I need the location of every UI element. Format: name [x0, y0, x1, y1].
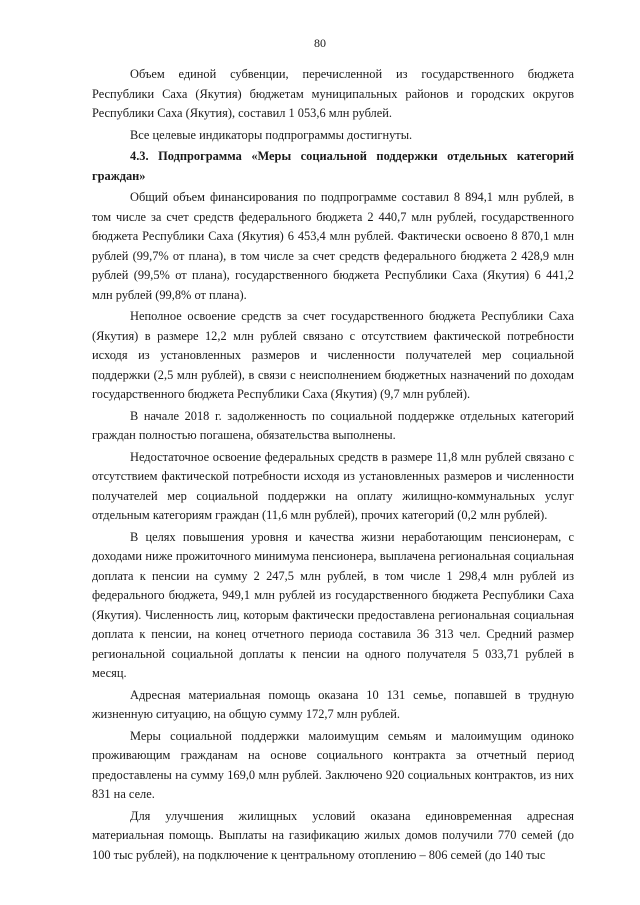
- paragraph-social-contract: Меры социальной поддержки малоимущим семьям и малоимущим одиноко проживающим гражданам на основе социального контракта за отчетный период предоставлены на сумму 169,0 млн рублей. Заключено 920 социальных контрактов, из них 831 на селе.: [92, 728, 574, 801]
- paragraph-targeted-aid: Адресная материальная помощь оказана 10 131 семье, попавшей в трудную жизненную ситуацию, на общую сумму 172,7 млн рублей.: [92, 687, 574, 721]
- section-heading-subprogram: 4.3. Подпрограмма «Меры социальной поддержки отдельных категорий граждан»: [92, 149, 574, 183]
- paragraph-housing-aid: Для улучшения жилищных условий оказана единовременная адресная материальная помощь. Выплаты на газификацию жилых домов получили 770 семей (до 100 тыс рублей), на подключение к центральному отоплению – 806 семей (до 140 тыс: [92, 808, 574, 862]
- paragraph-federal-underspending: Недостаточное освоение федеральных средств в размере 11,8 млн рублей связано с отсутствием фактической потребности исходя из установленных размеров и численности получателей мер социальной поддержки на оплату жилищно-коммунальных услуг отдельным категориям граждан (11,6 млн рублей), прочих категорий (0,2 млн рублей).: [92, 449, 574, 522]
- document-body: [92, 65, 574, 865]
- paragraph-indicators-achieved: Все целевые индикаторы подпрограммы достигнуты.: [130, 127, 413, 142]
- paragraph-financing-total: Общий объем финансирования по подпрограмме составил 8 894,1 млн рублей, в том числе за счет средств федерального бюджета 2 440,7 млн рублей, государственного бюджета Республики Саха (Якутия) 6 453,4 млн рублей. Фактически освоено 8 870,1 млн рублей (99,7% от плана), в том числе за счет средств федерального бюджета 2 428,9 млн рублей (99,5% от плана), государственного бюджета Республики Саха (Якутия) 6 441,2 млн рублей (99,8% от плана).: [92, 190, 574, 302]
- paragraph-subvention-total: Объем единой субвенции, перечисленной из государственного бюджета Республики Саха (Якутия) бюджетам муниципальных районов и городских округов Республики Саха (Якутия), составил 1 053,6 млн рублей.: [92, 67, 574, 120]
- page-number: 80: [314, 36, 326, 50]
- paragraph-debt-repaid: В начале 2018 г. задолженность по социальной поддержке отдельных категорий граждан полностью погашена, обязательства выполнены.: [92, 408, 574, 442]
- paragraph-incomplete-spending: Неполное освоение средств за счет государственного бюджета Республики Саха (Якутия) в размере 12,2 млн рублей связано с отсутствием фактической потребности исходя из установленных размеров и численности получателей мер социальной поддержки (2,5 млн рублей), в связи с неисполнением бюджетных назначений по доходам государственного бюджета Республики Саха (Якутия) (9,7 млн рублей).: [92, 309, 574, 401]
- paragraph-pension-supplement: В целях повышения уровня и качества жизни неработающим пенсионерам, с доходами ниже прожиточного минимума пенсионера, выплачена региональная социальная доплата к пенсии на сумму 2 247,5 млн рублей, в том числе 1 298,4 млн рублей из федерального бюджета, 949,1 млн рублей из государственного бюджета Республики Саха (Якутия). Численность лиц, которым фактически предоставлена региональная социальная доплата к пенсии, на конец отчетного периода составила 36 313 чел. Средний размер региональной социальной доплаты к пенсии на одного получателя 5 033,71 рублей в месяц.: [92, 529, 574, 680]
